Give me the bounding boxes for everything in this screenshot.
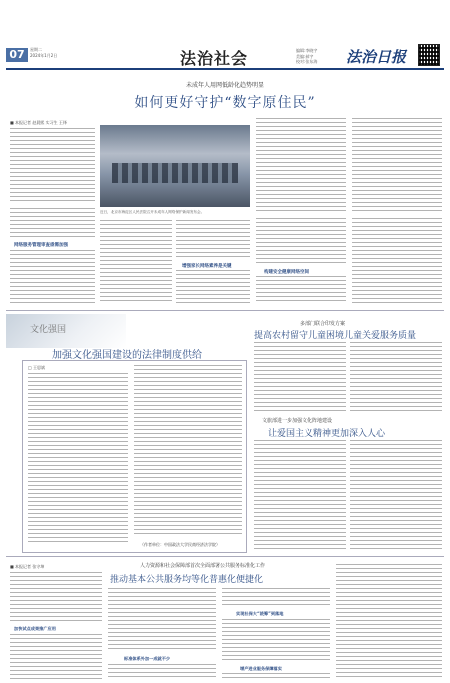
article5-body-col3c (222, 673, 330, 681)
article2-headline: 加强文化强国建设的法律制度供给 (52, 350, 202, 361)
article3-headline: 提高农村留守儿童困境儿童关爱服务质量 (254, 331, 417, 341)
article4-body-col1 (254, 440, 346, 550)
article5-subhead: 增产进业服务保障落实 (240, 666, 282, 671)
article5-headline: 推动基本公共服务均等化普惠化便捷化 (110, 575, 264, 585)
article2-byline: □ 王思斌 (28, 365, 46, 370)
editor-line: 校对:张东海 (296, 59, 318, 64)
article1-body-col2b (176, 220, 250, 260)
article1-body-col3c (256, 276, 346, 304)
editor-credits (296, 48, 317, 65)
article1-body-col1b (10, 208, 95, 238)
article3-body-col2 (350, 342, 442, 412)
article1-body-col1 (10, 128, 95, 203)
photo-caption: 近日，北京市海淀区人民法院召开未成年人网络保护新闻发布会。 (100, 210, 205, 214)
page-date (30, 47, 57, 59)
article5-body-col3 (222, 588, 330, 608)
article1-body-col3 (256, 118, 346, 213)
article1-subhead: 构建安全健康网络空间 (264, 270, 309, 275)
editor-line: 编辑:李晓宇 (296, 48, 318, 53)
culture-banner-text: 文化强国 (30, 325, 67, 335)
article1-byline: ■ 本报记者 赵晨熙 实习生 王铎 (10, 120, 67, 125)
article1-body-col3b (256, 218, 346, 266)
article5-body-col2b (108, 664, 216, 680)
article1-kicker: 未成年人用网低龄化趋势明显 (185, 82, 264, 89)
article1-body-col4b (352, 218, 442, 304)
article5-body-col1b (10, 634, 102, 680)
article2-body-col1 (28, 373, 128, 545)
article5-body-col1 (10, 572, 102, 622)
newspaper-logo: 法治日报 (346, 48, 407, 66)
article5-subhead: 实现社保大“统筹”到落地 (236, 611, 284, 616)
article1-body-col2a (100, 220, 172, 302)
article1-headline: 如何更好守护“数字原住民” (134, 95, 316, 111)
article5-body-col3b (222, 619, 330, 663)
article5-body-col4 (336, 564, 442, 680)
article5-byline: ■ 本报记者 张守坤 (10, 564, 45, 569)
editor-line: 美编:郝宇 (296, 53, 314, 59)
article4-kicker: 文旅部进一步加强文化阵地建设 (262, 418, 333, 424)
article5-body-col2 (108, 588, 216, 652)
article3-body-col1 (254, 342, 346, 412)
meeting-photo (100, 125, 250, 207)
article2-body-col2 (134, 365, 242, 537)
article5-subhead: 加快试点成果推广应用 (14, 626, 56, 631)
article3-kicker: 多部门联合印发方案 (300, 321, 346, 327)
header-rule (6, 68, 444, 70)
article1-subhead: 网络服务管理审查亟需加强 (14, 243, 68, 248)
qr-code-icon (418, 44, 440, 66)
article1-subhead: 增强家长网络素养是关键 (182, 264, 232, 269)
article4-body-col2 (350, 440, 442, 550)
section-divider (6, 310, 444, 311)
article2-author-note: （作者单位：中国政法大学民商经济法学院） (140, 542, 220, 547)
section-title: 法治社会 (180, 49, 249, 68)
article5-kicker: 人力资源和社会保障部首次全面部署公共服务标准化工作 (140, 563, 266, 569)
weekday: 星期二 (30, 47, 42, 52)
section-divider (6, 556, 444, 557)
article1-body-col4 (352, 118, 442, 213)
page-number: 07 (6, 48, 28, 62)
article1-body-col2c (176, 270, 250, 304)
article1-body-col1c (10, 250, 95, 305)
article5-subhead: 标准体系外加一成就不少 (124, 656, 171, 661)
article4-headline: 让爱国主义精神更加深入人心 (268, 429, 386, 439)
issue-date: 2024年1月2日 (30, 53, 58, 58)
